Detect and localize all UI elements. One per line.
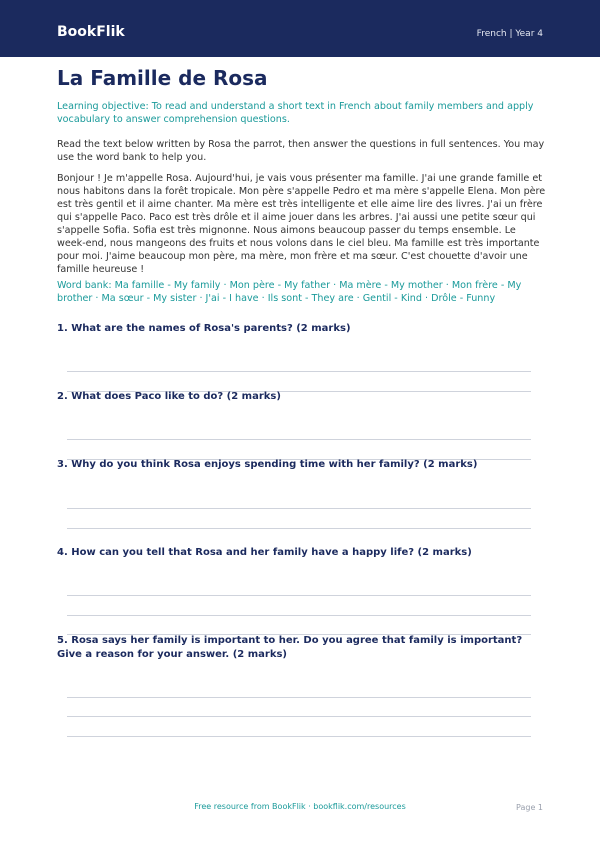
answer-line[interactable]	[67, 439, 531, 440]
question-3: 3. Why do you think Rosa enjoys spending time with her family? (2 marks)	[57, 459, 478, 470]
answer-line[interactable]	[67, 697, 531, 698]
answer-line[interactable]	[67, 508, 531, 509]
answer-line[interactable]	[67, 615, 531, 616]
page-header	[0, 0, 600, 57]
question-1: 1. What are the names of Rosa's parents? (2 marks)	[57, 323, 351, 334]
learning-objective: Learning objective: To read and understand a short text in French about family members and apply vocabulary to answer comprehension questions.	[57, 101, 534, 125]
brand-logo-text[interactable]: BookFlik	[57, 24, 125, 40]
answer-line[interactable]	[67, 736, 531, 737]
question-4: 4. How can you tell that Rosa and her family have a happy life? (2 marks)	[57, 547, 472, 558]
answer-line[interactable]	[67, 595, 531, 596]
question-2: 2. What does Paco like to do? (2 marks)	[57, 391, 281, 402]
answer-line[interactable]	[67, 716, 531, 717]
page-title: La Famille de Rosa	[57, 66, 268, 90]
reading-passage: Bonjour ! Je m'appelle Rosa. Aujourd'hui, je vais vous présenter ma famille. J'ai une grande famille et nous habitons dans la forêt tropicale. Mon père s'appelle Pedro et ma mère s'appelle Elena. Mon père est très gentil et il aime chanter. Ma mère est très intelligente et elle aime lire des livres. J'ai un frère qui s'appelle Paco. Paco est très drôle et il aime jouer dans les arbres. J'ai aussi une petite sœur qui s'appelle Sofia. Sofia est très mignonne. Nous aimons beaucoup passer du temps ensemble. Le week-end, nous mangeons des fruits et nous volons dans le ciel bleu. Ma famille est très importante pour moi. J'aime beaucoup mon père, ma mère, mon frère et ma sœur. C'est chouette d'avoir une famille heureuse !	[57, 173, 546, 275]
answer-line[interactable]	[67, 528, 531, 529]
subject-year-label: French | Year 4	[476, 29, 543, 39]
footer-resource-link[interactable]: Free resource from BookFlik · bookflik.com/resources	[194, 802, 406, 811]
answer-line[interactable]	[67, 371, 531, 372]
instructions-text: Read the text below written by Rosa the parrot, then answer the questions in full sentences. You may use the word bank to help you.	[57, 139, 545, 163]
question-5: 5. Rosa says her family is important to her. Do you agree that family is important? Give a reason for your answer. (2 marks)	[57, 635, 523, 660]
page-number: Page 1	[516, 803, 543, 812]
word-bank: Word bank: Ma famille - My family · Mon père - My father · Ma mère - My mother · Mon frère - My brother · Ma sœur - My sister · J'ai - I have · Ils sont - They are · Gentil - Kind · Drôle - Funny	[57, 280, 522, 304]
